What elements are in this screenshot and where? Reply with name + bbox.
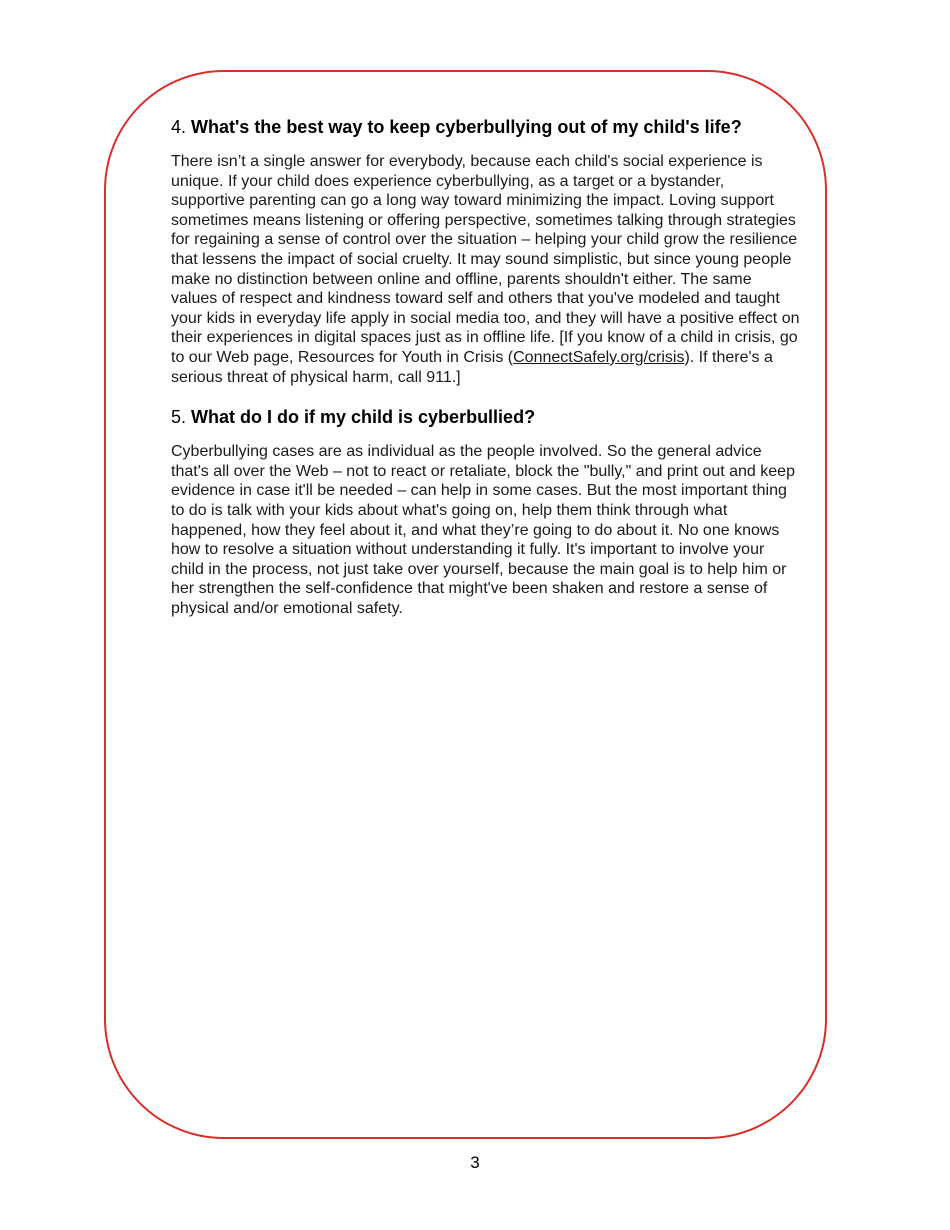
question-4-answer-text-end: ). If there's a serious threat of physical harm, call 911.] [171, 348, 773, 386]
crisis-resources-link[interactable]: ConnectSafely.org/crisis [513, 348, 685, 366]
page-number: 3 [470, 1153, 480, 1172]
question-4-heading [171, 114, 801, 140]
question-4-answer-text: There isn’t a single answer for everybody, because each child's social experience is unique. If your child does experience cyberbullying, as a target or a bystander, supportive parenting can go a long way toward minimizing the impact. Loving support sometimes means listening or offering perspective, sometimes talking through strategies for regaining a sense of control over the situation – helping your child grow the resilience that lessens the impact of social cruelty. It may sound simplistic, but since young people make no distinction between online and offline, parents shouldn't either. The same values of respect and kindness toward self and others that you've modeled and taught your kids in everyday life apply in social media too, and they will have a positive effect on their experiences in digital spaces just as in offline life. [If you know of a child in crisis, go to our Web page, Resources for Youth in Crisis ( [171, 153, 800, 366]
question-5-answer: Cyberbullying cases are as individual as the people involved. So the general advice that's all over the Web – not to react or retaliate, block the "bully," and print out and keep evidence in case it'll be needed – can help in some cases. But the most important thing to do is talk with your kids about what's going on, help them think through what happened, how they feel about it, and what they’re going to do about it. No one knows how to resolve a situation without understanding it fully. It's important to involve your child in the process, not just take over yourself, because the main goal is to help him or her strengthen the self-confidence that might've been shaken and restore a sense of physical and/or emotional safety. [171, 443, 795, 617]
page-content [171, 114, 801, 618]
question-5-number: 5. [171, 407, 187, 428]
question-5-section [171, 404, 801, 618]
question-4-title: What's the best way to keep cyberbullying out of my child's life? [191, 117, 742, 137]
question-4-number: 4. [171, 117, 187, 137]
question-5-heading [171, 404, 801, 430]
question-4-section [171, 114, 801, 387]
question-5-title: What do I do if my child is cyberbullied? [191, 407, 536, 428]
question-4-answer [171, 152, 801, 387]
